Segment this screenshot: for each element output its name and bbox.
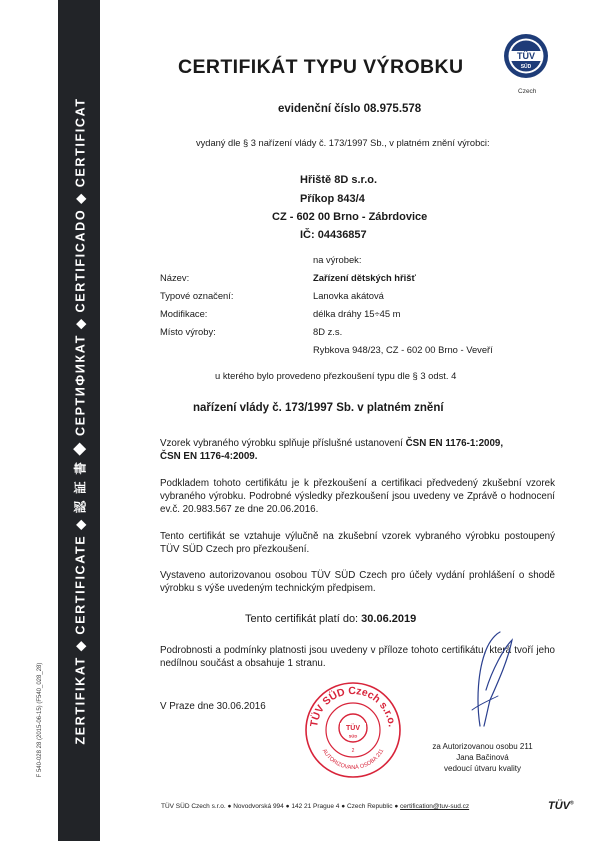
form-code: F 540-028 28 (2015-06-15) (F540_028_28) <box>37 662 43 778</box>
product-type-value: Lanovka akátová <box>313 290 384 301</box>
stamp-ring-bottom: AUTORIZOVANÁ OSOBA 211 <box>320 748 386 772</box>
tested-line: u kterého bylo provedeno přezkoušení typu dle § 3 odst. 4 <box>215 370 457 381</box>
holder-street: Příkop 843/4 <box>300 193 365 205</box>
stamp-ring-top: TÜV SÜD Czech s.r.o. <box>308 684 398 728</box>
stamp-number: 2 <box>351 748 355 754</box>
stamp-center: TÜV <box>346 725 360 732</box>
side-band-text: ZERTIFIKAT ◆ CERTIFICATE ◆ 認 証 書 ◆ СЕРТИФИКАТ ◆ CERTIFICADO ◆ CERTIFICAT <box>73 97 88 745</box>
product-place-value-2: Rybkova 948/23, CZ - 602 00 Brno - Veveří <box>313 344 493 355</box>
logo-caption: Czech <box>518 88 537 95</box>
footer <box>161 803 469 810</box>
paragraph-basis: Podkladem tohoto certifikátu je k přezkoušení a certifikaci předvedený zkušební vzorek vybraného výrobku. Podrobné výsledky přezkoušení jsou uvedeny ve Zprávě o hodnocení ev.č. 20.983.567 ze dne 20.06.2016. <box>160 478 555 516</box>
product-type-label: Typové označení: <box>160 290 234 301</box>
footer-address-city: 142 21 Prague 4 <box>291 803 340 810</box>
product-place-value-1: 8D z.s. <box>313 326 343 337</box>
logo-text: TÜV <box>517 51 535 61</box>
bullet-icon: ● <box>341 803 347 810</box>
paragraph-issued-by: Vystaveno autorizovanou osobou TÜV SÜD Czech pro účely vydání prohlášení o shodě výrobku s výše uvedeným technickým předpisem. <box>160 570 555 595</box>
product-mod-label: Modifikace: <box>160 308 208 319</box>
svg-text:TÜV SÜD Czech s.r.o. <box>308 685 398 728</box>
standard-2: ČSN EN 1176-4:2009. <box>160 451 258 463</box>
holder-ic: IČ: 04436857 <box>300 229 367 241</box>
product-place-label: Místo výroby: <box>160 326 216 337</box>
signature-line-3: vedoucí útvaru kvality <box>444 764 521 773</box>
logo-sub: SÜD <box>520 64 532 70</box>
evidence-number: evidenční číslo 08.975.578 <box>278 103 422 115</box>
tuv-logo-icon <box>503 33 549 79</box>
official-stamp-icon <box>303 680 403 780</box>
bullet-icon: ● <box>394 803 401 810</box>
signature-drawing <box>450 630 520 730</box>
signature-block <box>430 741 535 774</box>
bullet-icon: ● <box>227 803 234 810</box>
holder-name: Hřiště 8D s.r.o. <box>300 174 378 186</box>
footer-country: Czech Republic <box>346 803 393 810</box>
footer-address-street: Novodvorská 994 <box>233 803 284 810</box>
product-mod-value: délka dráhy 15÷45 m <box>313 308 401 319</box>
holder-city: CZ - 602 00 Brno - Zábrdovice <box>272 211 428 223</box>
footer-brand <box>548 800 574 812</box>
paragraph-details: Podrobnosti a podmínky platnosti jsou uvedeny v příloze tohoto certifikátu, která tvoří jeho nedílnou součást a obsahuje 1 stranu. <box>160 645 555 670</box>
issued-under: vydaný dle § 3 nařízení vlády č. 173/1997 Sb., v platném znění výrobci: <box>196 138 490 148</box>
paragraph-compliance <box>160 437 555 463</box>
standard-1: ČSN EN 1176-1:2009, <box>405 438 504 449</box>
certificate-title: CERTIFIKÁT TYPU VÝROBKU <box>178 56 464 78</box>
compliance-text: Vzorek vybraného výrobku splňuje příslušné ustanovení <box>160 438 406 449</box>
signature-line-1: za Autorizovanou osobu 211 <box>432 742 533 751</box>
product-name-label: Název: <box>160 272 190 283</box>
validity-date: 30.06.2019 <box>361 613 417 625</box>
place-date: V Praze dne 30.06.2016 <box>160 701 266 712</box>
registered-icon: ® <box>570 800 574 807</box>
regulation-heading: nařízení vlády č. 173/1997 Sb. v platném znění <box>193 402 444 414</box>
bullet-icon: ● <box>285 803 292 810</box>
validity-label: Tento certifikát platí do: <box>245 613 362 625</box>
paragraph-scope: Tento certifikát se vztahuje výlučně na zkušební vzorek vybraného výrobku postoupený TÜV SÜD Czech pro přezkoušení. <box>160 531 555 556</box>
validity <box>245 612 416 626</box>
stamp-center-sub: SÜD <box>348 733 358 739</box>
footer-brand-text: TÜV <box>548 800 570 812</box>
footer-company: TÜV SÜD Czech s.r.o. <box>161 803 226 810</box>
signature-line-2: Jana Bačinová <box>456 753 509 762</box>
for-product: na výrobek: <box>313 254 362 265</box>
footer-email-link[interactable]: certification@tuv-sud.cz <box>400 803 470 810</box>
product-name-value: Zařízení dětských hřišť <box>313 272 416 283</box>
